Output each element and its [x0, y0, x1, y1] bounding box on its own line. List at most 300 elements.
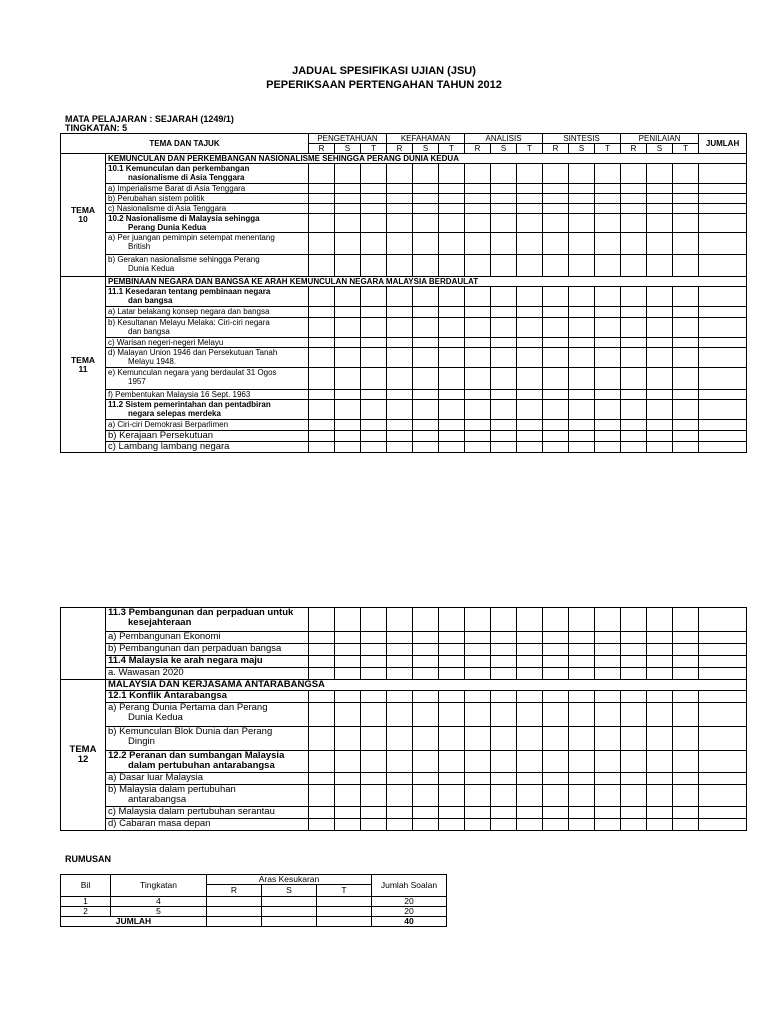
score-cell — [309, 442, 335, 453]
table-row: c) Malaysia dalam pertubuhan serantau — [106, 807, 309, 819]
score-cell — [647, 307, 673, 318]
score-cell — [465, 608, 491, 632]
score-cell — [413, 668, 439, 680]
score-cell — [491, 727, 517, 751]
table-row: a) Per juangan pemimpin setempat menentang British — [106, 233, 309, 255]
score-cell — [439, 656, 465, 668]
score-cell — [647, 255, 673, 277]
row-tingkatan: 5 — [111, 907, 207, 917]
score-cell — [647, 644, 673, 656]
score-cell — [413, 348, 439, 368]
score-cell — [569, 318, 595, 338]
col-r: R — [207, 885, 262, 897]
score-cell — [465, 420, 491, 431]
jumlah-cell — [699, 807, 747, 819]
score-cell — [439, 442, 465, 453]
score-cell — [595, 703, 621, 727]
score-cell — [595, 644, 621, 656]
score-cell — [621, 442, 647, 453]
jumlah-cell — [699, 338, 747, 348]
score-cell — [361, 400, 387, 420]
score-cell — [439, 644, 465, 656]
score-cell — [569, 184, 595, 194]
score-cell — [517, 307, 543, 318]
score-cell — [595, 338, 621, 348]
score-cell — [387, 164, 413, 184]
score-cell — [491, 255, 517, 277]
score-cell — [465, 819, 491, 831]
score-cell — [413, 819, 439, 831]
score-cell — [595, 751, 621, 773]
score-cell — [439, 785, 465, 807]
score-cell — [309, 656, 335, 668]
score-cell — [335, 442, 361, 453]
score-cell — [387, 255, 413, 277]
score-cell — [361, 431, 387, 442]
jumlah-cell — [699, 691, 747, 703]
score-cell — [361, 307, 387, 318]
score-cell — [361, 214, 387, 233]
score-cell — [309, 819, 335, 831]
score-cell — [361, 204, 387, 214]
score-cell — [439, 668, 465, 680]
score-cell — [413, 703, 439, 727]
score-cell — [413, 608, 439, 632]
score-cell — [491, 807, 517, 819]
score-cell — [621, 727, 647, 751]
score-cell — [543, 785, 569, 807]
score-cell — [595, 727, 621, 751]
score-cell — [569, 233, 595, 255]
score-cell — [673, 691, 699, 703]
score-cell — [361, 287, 387, 307]
score-cell — [543, 318, 569, 338]
score-cell — [335, 255, 361, 277]
score-cell — [621, 819, 647, 831]
score-cell — [517, 233, 543, 255]
score-cell — [387, 431, 413, 442]
score-cell — [413, 656, 439, 668]
score-cell — [647, 204, 673, 214]
score-cell — [491, 442, 517, 453]
score-cell — [465, 287, 491, 307]
score-cell — [335, 785, 361, 807]
jumlah-cell — [699, 727, 747, 751]
score-cell — [673, 164, 699, 184]
score-cell — [335, 819, 361, 831]
score-cell — [543, 819, 569, 831]
rst-s: S — [491, 144, 517, 154]
score-cell — [647, 656, 673, 668]
score-cell — [335, 348, 361, 368]
topic-10-2: 10.2 Nasionalisme di Malaysia sehingga Perang Dunia Kedua — [106, 214, 309, 233]
score-cell — [439, 727, 465, 751]
score-cell — [335, 400, 361, 420]
header-level-penilaian: PENILAIAN — [621, 134, 699, 144]
score-cell — [465, 400, 491, 420]
score-cell — [387, 656, 413, 668]
score-cell — [595, 318, 621, 338]
score-cell — [413, 431, 439, 442]
header-tema-dan-tajuk: TEMA DAN TAJUK — [61, 134, 309, 154]
score-cell — [621, 420, 647, 431]
score-cell — [465, 390, 491, 400]
score-cell — [595, 184, 621, 194]
score-cell — [465, 703, 491, 727]
score-cell — [413, 807, 439, 819]
score-cell — [673, 442, 699, 453]
score-cell — [309, 390, 335, 400]
score-cell — [465, 368, 491, 390]
score-cell — [569, 773, 595, 785]
tema-10-heading: KEMUNCULAN DAN PERKEMBANGAN NASIONALISME SEHINGGA PERANG DUNIA KEDUA — [106, 154, 747, 164]
score-cell — [517, 727, 543, 751]
score-cell — [647, 338, 673, 348]
score-cell — [673, 703, 699, 727]
score-cell — [543, 431, 569, 442]
score-cell — [439, 691, 465, 703]
table-row: e) Kemunculan negara yang berdaulat 31 Ogos 1957 — [106, 368, 309, 390]
score-cell — [335, 703, 361, 727]
score-cell — [465, 727, 491, 751]
jumlah-cell — [699, 644, 747, 656]
score-cell — [387, 819, 413, 831]
score-cell — [543, 287, 569, 307]
subject-label: MATA PELAJARAN : SEJARAH (1249/1) — [65, 114, 234, 124]
score-cell — [387, 420, 413, 431]
header-level-kefahaman: KEFAHAMAN — [387, 134, 465, 144]
row-bil: 2 — [61, 907, 111, 917]
score-cell — [413, 420, 439, 431]
score-cell — [569, 632, 595, 644]
score-cell — [335, 656, 361, 668]
score-cell — [491, 287, 517, 307]
score-cell — [439, 431, 465, 442]
score-cell — [595, 668, 621, 680]
score-cell — [621, 368, 647, 390]
col-jumlah-soalan: Jumlah Soalan — [372, 875, 447, 897]
table-row: b) Malaysia dalam pertubuhan antarabangsa — [106, 785, 309, 807]
score-cell — [439, 400, 465, 420]
score-cell — [335, 632, 361, 644]
score-cell — [647, 773, 673, 785]
score-cell — [673, 194, 699, 204]
score-cell — [309, 307, 335, 318]
table-row: b) Kemunculan Blok Dunia dan Perang Dingin — [106, 727, 309, 751]
score-cell — [621, 204, 647, 214]
score-cell — [673, 807, 699, 819]
score-cell — [673, 287, 699, 307]
rumusan-title: RUMUSAN — [65, 854, 111, 864]
score-cell — [673, 785, 699, 807]
score-cell — [517, 751, 543, 773]
score-cell — [621, 400, 647, 420]
score-cell — [309, 691, 335, 703]
table-row: b) Pembangunan dan perpaduan bangsa — [106, 644, 309, 656]
score-cell — [673, 400, 699, 420]
score-cell — [309, 233, 335, 255]
score-cell — [309, 608, 335, 632]
score-cell — [569, 255, 595, 277]
score-cell — [361, 773, 387, 785]
score-cell — [517, 656, 543, 668]
topic-12-1: 12.1 Konflik Antarabangsa — [106, 691, 309, 703]
table-row: c) Lambang lambang negara — [106, 442, 309, 453]
score-cell — [491, 233, 517, 255]
score-cell — [621, 431, 647, 442]
score-cell — [543, 338, 569, 348]
topic-10-1: 10.1 Kemunculan dan perkembangan nasionalisme di Asia Tenggara — [106, 164, 309, 184]
table-row: b) Gerakan nasionalisme sehingga Perang Dunia Kedua — [106, 255, 309, 277]
score-cell — [673, 214, 699, 233]
score-cell — [309, 368, 335, 390]
score-cell — [621, 164, 647, 184]
table-row: c) Nasionalisme di Asia Tenggara — [106, 204, 309, 214]
jumlah-cell — [699, 668, 747, 680]
topic-11-3: 11.3 Pembangunan dan perpaduan untuk kesejahteraan — [106, 608, 309, 632]
score-cell — [387, 807, 413, 819]
score-cell — [517, 164, 543, 184]
score-cell — [595, 255, 621, 277]
score-cell — [621, 632, 647, 644]
score-cell — [543, 656, 569, 668]
score-cell — [595, 420, 621, 431]
score-cell — [517, 348, 543, 368]
jumlah-cell — [699, 608, 747, 632]
header-jumlah: JUMLAH — [699, 134, 747, 154]
score-cell — [361, 819, 387, 831]
score-cell — [361, 255, 387, 277]
score-cell — [361, 656, 387, 668]
score-cell — [517, 420, 543, 431]
score-cell — [621, 348, 647, 368]
score-cell — [361, 420, 387, 431]
jumlah-cell — [699, 184, 747, 194]
score-cell — [569, 348, 595, 368]
score-cell — [543, 751, 569, 773]
score-cell — [361, 608, 387, 632]
table-row: f) Pembentukan Malaysia 16 Sept. 1963 — [106, 390, 309, 400]
score-cell — [595, 164, 621, 184]
score-cell — [569, 390, 595, 400]
score-cell — [465, 773, 491, 785]
score-cell — [595, 807, 621, 819]
score-cell — [517, 691, 543, 703]
score-cell — [387, 233, 413, 255]
tema-11-heading: PEMBINAAN NEGARA DAN BANGSA KE ARAH KEMUNCULAN NEGARA MALAYSIA BERDAULAT — [106, 277, 747, 287]
score-cell — [621, 785, 647, 807]
score-cell — [517, 214, 543, 233]
grade-label: TINGKATAN: 5 — [65, 123, 128, 133]
score-cell — [439, 608, 465, 632]
score-cell — [621, 307, 647, 318]
score-cell — [413, 632, 439, 644]
score-cell — [439, 255, 465, 277]
topic-11-2: 11.2 Sistem pemerintahan dan pentadbiran negara selepas merdeka — [106, 400, 309, 420]
score-cell — [465, 204, 491, 214]
jumlah-cell — [699, 348, 747, 368]
tema-12-label: TEMA 12 — [61, 680, 106, 831]
score-cell — [543, 668, 569, 680]
rst-s: S — [647, 144, 673, 154]
score-cell — [465, 668, 491, 680]
score-cell — [413, 727, 439, 751]
score-cell — [647, 390, 673, 400]
col-aras: Aras Kesukaran — [207, 875, 372, 885]
score-cell — [569, 727, 595, 751]
score-cell — [465, 632, 491, 644]
score-cell — [465, 194, 491, 204]
score-cell — [569, 214, 595, 233]
score-cell — [569, 204, 595, 214]
score-cell — [517, 785, 543, 807]
score-cell — [491, 668, 517, 680]
score-cell — [387, 318, 413, 338]
score-cell — [465, 431, 491, 442]
score-cell — [413, 390, 439, 400]
score-cell — [439, 233, 465, 255]
score-cell — [361, 785, 387, 807]
score-cell — [647, 785, 673, 807]
score-cell — [335, 233, 361, 255]
score-cell — [491, 703, 517, 727]
score-cell — [517, 703, 543, 727]
score-cell — [621, 233, 647, 255]
jumlah-cell — [699, 773, 747, 785]
score-cell — [361, 691, 387, 703]
score-cell — [335, 164, 361, 184]
rst-s: S — [335, 144, 361, 154]
score-cell — [413, 214, 439, 233]
jumlah-cell — [699, 785, 747, 807]
score-cell — [647, 400, 673, 420]
score-cell — [517, 400, 543, 420]
score-cell — [465, 318, 491, 338]
rst-r: R — [309, 144, 335, 154]
score-cell — [491, 368, 517, 390]
score-cell — [491, 194, 517, 204]
jumlah-cell — [699, 431, 747, 442]
score-cell — [647, 348, 673, 368]
col-t: T — [317, 885, 372, 897]
rst-t: T — [361, 144, 387, 154]
score-cell — [517, 255, 543, 277]
score-cell — [491, 204, 517, 214]
score-cell — [543, 773, 569, 785]
score-cell — [569, 608, 595, 632]
score-cell — [595, 632, 621, 644]
score-cell — [465, 214, 491, 233]
score-cell — [673, 644, 699, 656]
score-cell — [673, 727, 699, 751]
score-cell — [621, 255, 647, 277]
score-cell — [413, 368, 439, 390]
table-row: d) Malayan Union 1946 dan Persekutuan Tanah Melayu 1948. — [106, 348, 309, 368]
score-cell — [309, 727, 335, 751]
score-cell — [517, 442, 543, 453]
score-cell — [335, 751, 361, 773]
doc-subtitle: PEPERIKSAAN PERTENGAHAN TAHUN 2012 — [266, 79, 502, 91]
score-cell — [335, 214, 361, 233]
score-cell — [621, 703, 647, 727]
score-cell — [517, 608, 543, 632]
score-cell — [439, 632, 465, 644]
score-cell — [491, 773, 517, 785]
score-cell — [413, 184, 439, 194]
row-bil: 1 — [61, 897, 111, 907]
score-cell — [413, 204, 439, 214]
score-cell — [335, 194, 361, 204]
rst-t: T — [673, 144, 699, 154]
score-cell — [621, 608, 647, 632]
score-cell — [621, 390, 647, 400]
score-cell — [621, 668, 647, 680]
score-cell — [647, 703, 673, 727]
score-cell — [387, 214, 413, 233]
score-cell — [491, 785, 517, 807]
score-cell — [647, 668, 673, 680]
score-cell — [387, 703, 413, 727]
col-s: S — [262, 885, 317, 897]
score-cell — [439, 420, 465, 431]
score-cell — [335, 318, 361, 338]
score-cell — [387, 608, 413, 632]
score-cell — [569, 442, 595, 453]
score-cell — [439, 164, 465, 184]
col-bil: Bil — [61, 875, 111, 897]
score-cell — [543, 307, 569, 318]
topic-12-2: 12.2 Peranan dan sumbangan Malaysia dalam pertubuhan antarabangsa — [106, 751, 309, 773]
score-cell — [543, 204, 569, 214]
score-cell — [673, 656, 699, 668]
topic-11-4: 11.4 Malaysia ke arah negara maju — [106, 656, 309, 668]
score-cell — [621, 214, 647, 233]
score-cell — [439, 807, 465, 819]
score-cell — [517, 807, 543, 819]
score-cell — [569, 338, 595, 348]
jumlah-cell — [699, 390, 747, 400]
score-cell — [595, 233, 621, 255]
score-cell — [543, 420, 569, 431]
score-cell — [569, 644, 595, 656]
score-cell — [647, 691, 673, 703]
score-cell — [595, 442, 621, 453]
score-cell — [387, 644, 413, 656]
score-cell — [361, 751, 387, 773]
score-cell — [309, 204, 335, 214]
score-cell — [621, 691, 647, 703]
score-cell — [491, 656, 517, 668]
score-cell — [387, 773, 413, 785]
score-cell — [491, 184, 517, 194]
score-cell — [465, 785, 491, 807]
score-cell — [465, 307, 491, 318]
table-row: b) Perubahan sistem politik — [106, 194, 309, 204]
score-cell — [647, 819, 673, 831]
score-cell — [595, 608, 621, 632]
score-cell — [361, 727, 387, 751]
score-cell — [621, 338, 647, 348]
score-cell — [439, 307, 465, 318]
rst-t: T — [595, 144, 621, 154]
score-cell — [491, 390, 517, 400]
score-cell — [491, 819, 517, 831]
score-cell — [309, 668, 335, 680]
jumlah-cell — [699, 287, 747, 307]
jumlah-cell — [699, 307, 747, 318]
score-cell — [543, 442, 569, 453]
jumlah-cell — [699, 703, 747, 727]
